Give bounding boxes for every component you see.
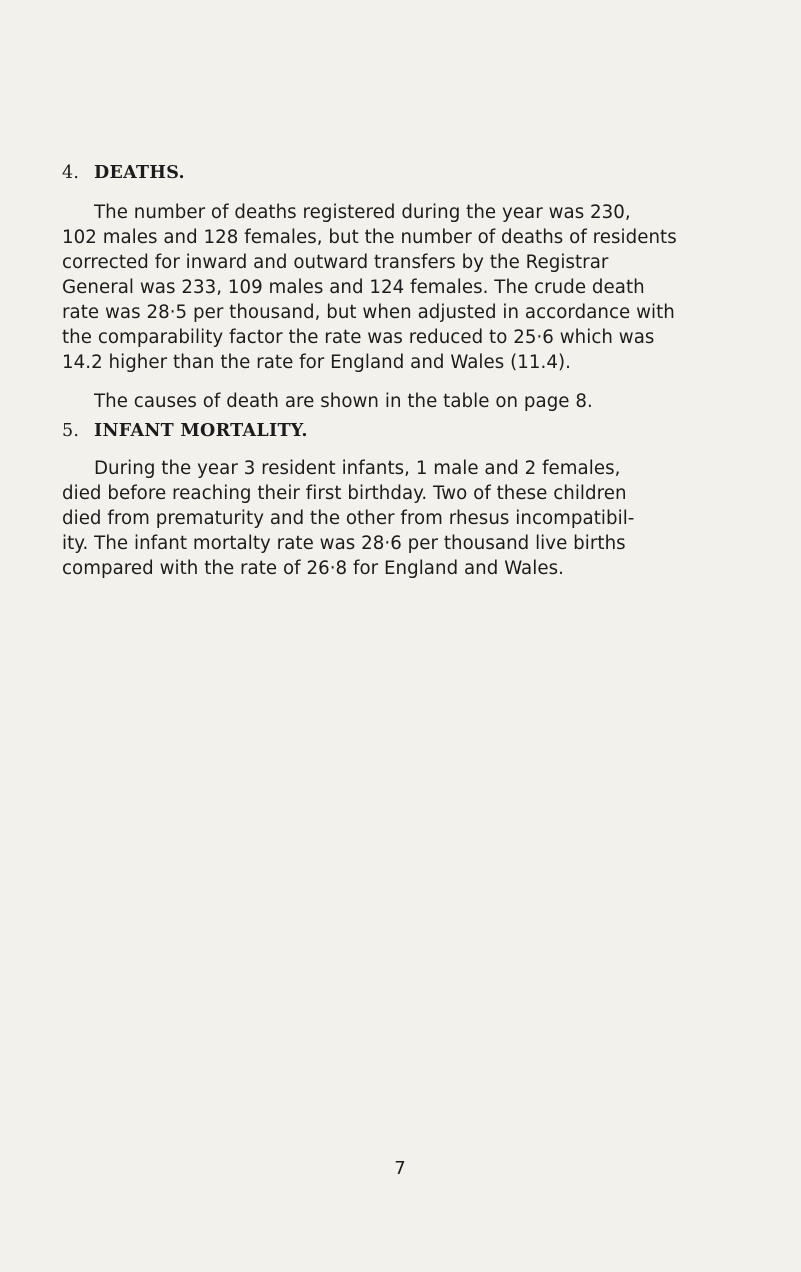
text-line: the comparability factor the rate was reduced to 25·6 which was bbox=[62, 327, 655, 348]
section-infant-mortality bbox=[62, 418, 734, 581]
text-line: compared with the rate of 26·8 for England and Wales. bbox=[62, 558, 564, 579]
text-line: 102 males and 128 females, but the number of deaths of residents bbox=[62, 227, 677, 248]
text-line: corrected for inward and outward transfers by the Registrar bbox=[62, 252, 609, 273]
text-line: The causes of death are shown in the table on page 8. bbox=[94, 391, 593, 412]
text-line: General was 233, 109 males and 124 females. The crude death bbox=[62, 277, 645, 298]
text-line: died before reaching their first birthday. Two of these children bbox=[62, 483, 627, 504]
text-line: During the year 3 resident infants, 1 male and 2 females, bbox=[94, 458, 621, 479]
page-number: 7 bbox=[394, 1158, 406, 1179]
text-line: died from prematurity and the other from rhesus incompatibil- bbox=[62, 508, 635, 529]
section-deaths bbox=[62, 160, 734, 414]
paragraph bbox=[62, 389, 734, 414]
section-heading bbox=[62, 160, 734, 186]
text-line: rate was 28·5 per thousand, but when adjusted in accordance with bbox=[62, 302, 675, 323]
text-line: The number of deaths registered during the year was 230, bbox=[94, 202, 631, 223]
section-number: 4. bbox=[62, 163, 80, 183]
paragraph bbox=[62, 456, 734, 581]
text-line: ity. The infant mortalty rate was 28·6 per thousand live births bbox=[62, 533, 626, 554]
section-title: DEATHS. bbox=[94, 163, 185, 183]
section-number: 5. bbox=[62, 421, 80, 441]
section-title: INFANT MORTALITY. bbox=[94, 421, 308, 441]
section-heading bbox=[62, 418, 734, 444]
text-line: 14.2 higher than the rate for England and Wales (11.4). bbox=[62, 352, 571, 373]
paragraph bbox=[62, 200, 734, 375]
